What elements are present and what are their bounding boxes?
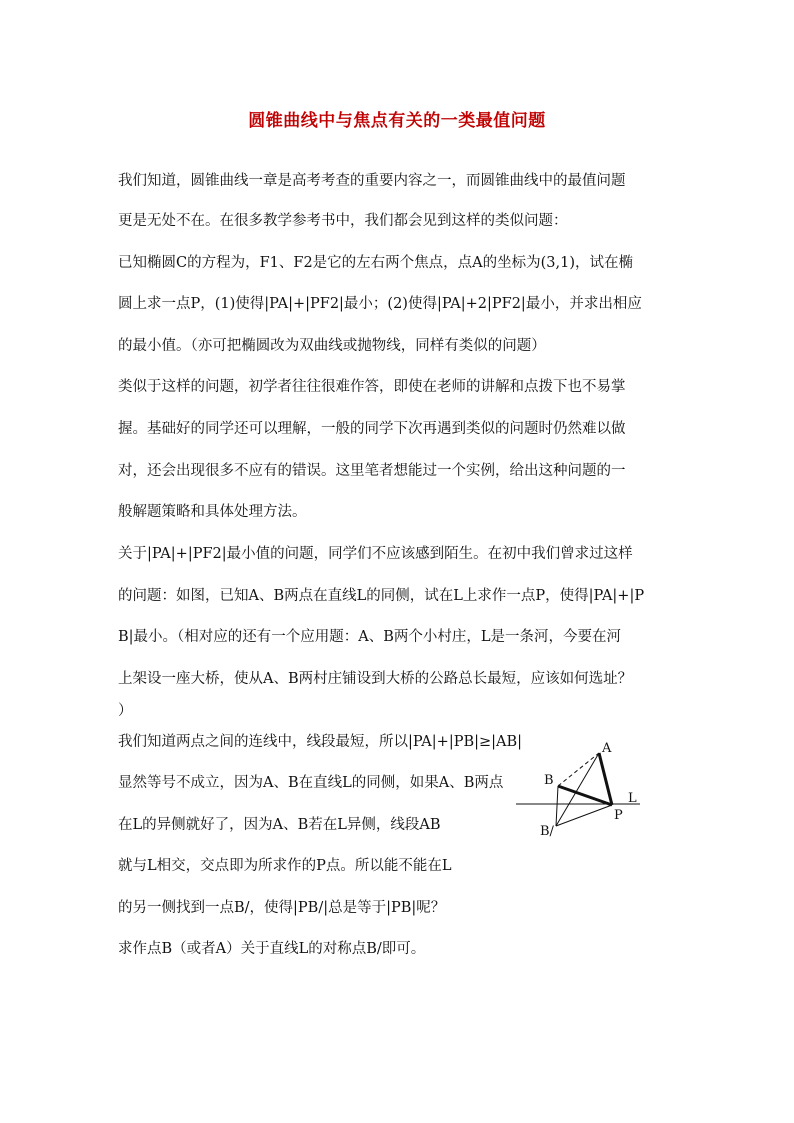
paragraph-line: 类似于这样的问题，初学者往往很难作答，即使在老师的讲解和点拨下也不易掌: [118, 379, 626, 395]
paragraph-line: 就与L相交，交点即为所求作的P点。所以能不能在L: [118, 858, 452, 874]
paragraph-line: 我们知道，圆锥曲线一章是高考考查的重要内容之一，而圆锥曲线中的最值问题: [118, 173, 626, 189]
paragraph-line: 握。基础好的同学还可以理解，一般的同学下次再遇到类似的问题时仍然难以做: [118, 421, 626, 437]
segment-bp: [558, 786, 612, 805]
segment-ba-dashed: [558, 753, 599, 786]
reflection-diagram: [512, 736, 662, 846]
paragraph-line: 的问题：如图，已知A、B两点在直线L的同侧，试在L上求作一点P，使得|PA|+|P: [118, 588, 645, 604]
paragraph-line: 的另一侧找到一点B/，使得|PB/|总是等于|PB|呢？: [118, 900, 446, 916]
label-b: B: [544, 773, 554, 788]
segment-ap: [599, 753, 612, 805]
paragraph-line: 求作点B（或者A）关于直线L的对称点B/即可。: [118, 941, 426, 957]
segment-bb-prime: [556, 786, 558, 826]
paragraph-line: 已知椭圆C的方程为，F1、F2是它的左右两个焦点，点A的坐标为(3,1)，试在椭: [118, 255, 634, 271]
paragraph-line: 圆上求一点P，(1)使得|PA|+|PF2|最小；(2)使得|PA|+2|PF2|最小，并求出相应: [118, 296, 642, 312]
segment-a-b-prime: [556, 753, 599, 826]
paragraph-line: 更是无处不在。在很多教学参考书中，我们都会见到这样的类似问题：: [118, 213, 568, 229]
paragraph-line: 在L的异侧就好了，因为A、B若在L异侧，线段AB: [118, 817, 441, 833]
label-b-prime: B/: [540, 824, 554, 839]
paragraph-line: 般解题策略和具体处理方法。: [118, 504, 307, 520]
label-a: A: [602, 741, 612, 756]
document-title: 圆锥曲线中与焦点有关的一类最值问题: [248, 111, 546, 131]
paragraph-line: 我们知道两点之间的连线中，线段最短，所以|PA|+|PB|≥|AB|: [118, 734, 523, 750]
label-l: L: [628, 791, 637, 806]
paragraph-line: ）: [118, 703, 133, 719]
paragraph-line: B|最小。（相对应的还有一个应用题：A、B两个小村庄，L是一条河，今要在河: [118, 629, 622, 645]
paragraph-line: 关于|PA|+|PF2|最小值的问题，同学们不应该感到陌生。在初中我们曾求过这样: [118, 546, 633, 562]
paragraph-line: 上架设一座大桥，使从A、B两村庄铺设到大桥的公路总长最短，应该如何选址？: [118, 671, 633, 687]
paragraph-line: 显然等号不成立，因为A、B在直线L的同侧，如果A、B两点: [118, 775, 504, 791]
paragraph-line: 的最小值。（亦可把椭圆改为双曲线或抛物线，同样有类似的问题）: [118, 338, 546, 354]
paragraph-line: 对，还会出现很多不应有的错误。这里笔者想能过一个实例，给出这种问题的一: [118, 463, 626, 479]
segment-b-prime-p: [556, 805, 612, 826]
label-p: P: [614, 808, 623, 823]
